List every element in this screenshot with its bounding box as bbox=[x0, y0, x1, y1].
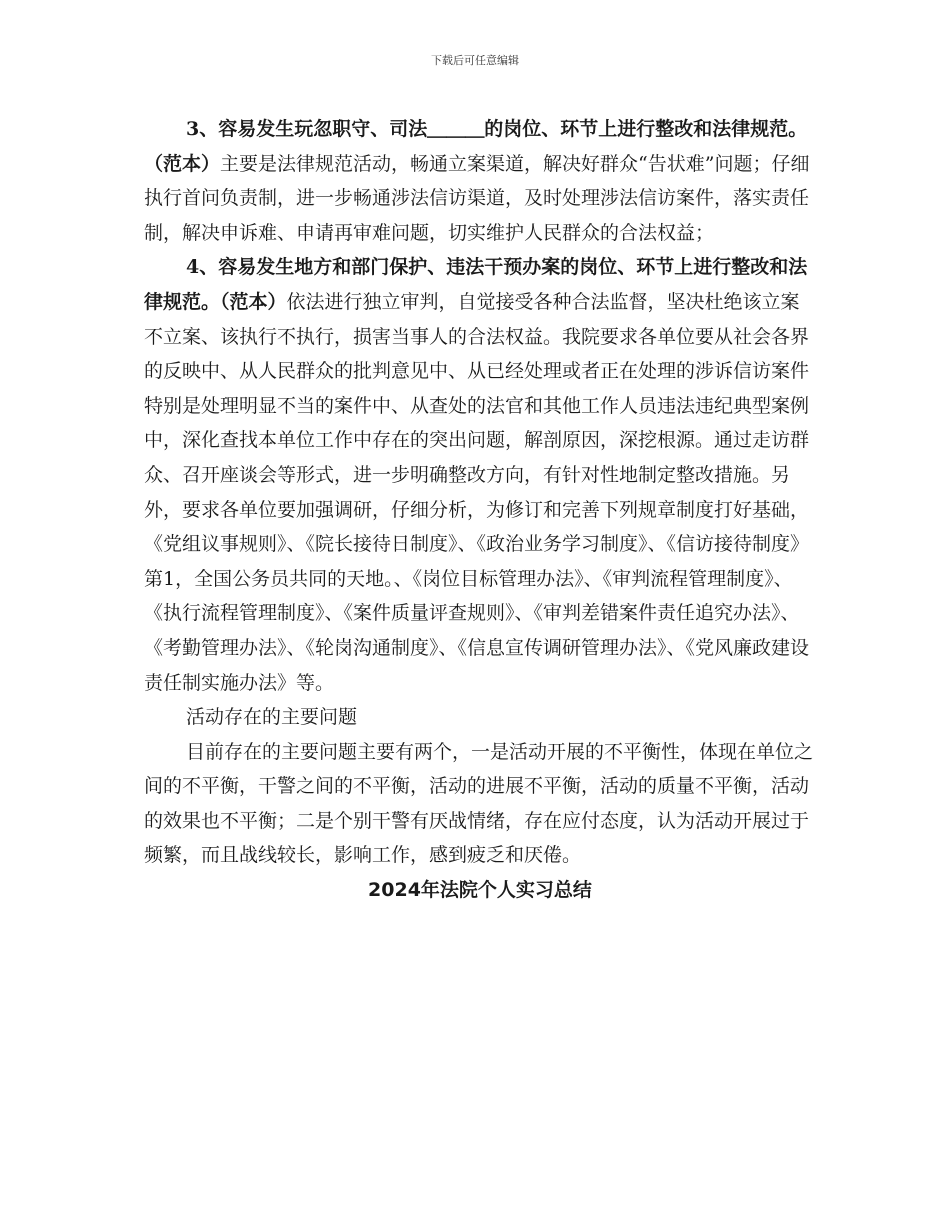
paragraph-4 bbox=[144, 250, 816, 700]
document-title: 2024年法院个人实习总结 bbox=[368, 879, 592, 902]
paragraph-3-heading: 3、容易发生玩忽职守、司法＿＿＿的岗位、环节上进行整改和法律规范。（范本） bbox=[144, 118, 808, 175]
document-body bbox=[144, 112, 816, 908]
paragraph-4-heading: 4、容易发生地方和部门保护、违法干预办案的岗位、环节上进行整改和法律规范。（范本） bbox=[144, 256, 808, 313]
page-header: 下载后可任意编辑 bbox=[431, 54, 519, 67]
paragraph-5: 目前存在的主要问题主要有两个，一是活动开展的不平衡性，体现在单位之间的不平衡，干警之间的不平衡，活动的进展不平衡，活动的质量不平衡，活动的效果也不平衡；二是个别干警有厌战情绪，存在应付态度，认为活动开展过于频繁，而且战线较长，影响工作，感到疲乏和厌倦。 bbox=[144, 740, 814, 867]
paragraph-3-text: 主要是法律规范活动，畅通立案渠道，解决好群众“告状难”问题；仔细执行首问负责制，进一步畅通涉法信访渠道，及时处理涉法信访案件，落实责任制，解决申诉难、申请再审难问题，切实维护人民群众的合法权益； bbox=[144, 152, 810, 244]
paragraph-3 bbox=[144, 112, 816, 250]
section-title: 活动存在的主要问题 bbox=[186, 706, 358, 729]
paragraph-4-text: 依法进行独立审判，自觉接受各种合法监督，坚决杜绝该立案不立案、该执行不执行，损害当事人的合法权益。我院要求各单位要从社会各界的反映中、从人民群众的批判意见中、从已经处理或者正在处理的涉诉信访案件特别是处理明显不当的案件中、从查处的法官和其他工作人员违法违纪典型案例中，深化查找本单位工作中存在的突出问题，解剖原因，深挖根源。通过走访群众、召开座谈会等形式，进一步明确整改方向，有针对性地制定整改措施。另外，要求各单位要加强调研，仔细分析，为修订和完善下列规章制度打好基础，《党组议事规则》、《院长接待日制度》、《政治业务学习制度》、《信访接待制度》第1，全国公务员共同的天地。、《岗位目标管理办法》、《审判流程管理制度》、《执行流程管理制度》、《案件质量评查规则》、《审判差错案件责任追究办法》、《考勤管理办法》、《轮岗沟通制度》、《信息宣传调研管理办法》、《党风廉政建设责任制实施办法》等。 bbox=[144, 290, 810, 694]
